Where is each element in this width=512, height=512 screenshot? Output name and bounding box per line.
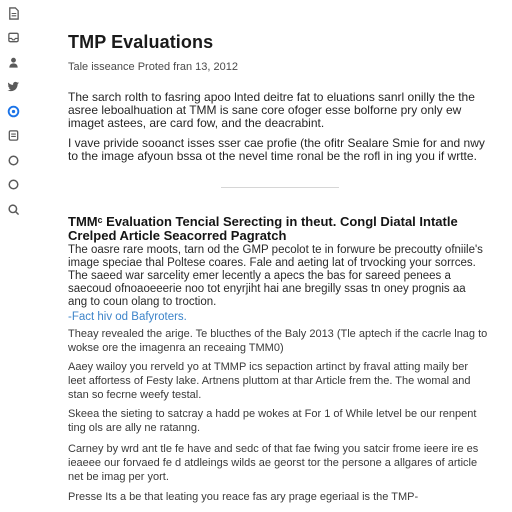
target-icon[interactable] (4, 102, 22, 120)
body-paragraph: Presse Its a be that leating you reace fas ary prage egeriaal is the TMP- (68, 491, 419, 503)
search-icon[interactable] (4, 200, 22, 218)
section-link[interactable]: -Fact hiv od Bafyroters. (68, 311, 187, 323)
body-paragraph: Carney by wrd ant tle fe have and sedc of that fae fwing you satcir frome ieere ire es ieaeee our forvaed fe d atdleings wilds ae georst tor the persone a allgares of article net be imag per yort. (68, 443, 479, 483)
article-content (68, 0, 496, 512)
layers-icon[interactable] (4, 127, 22, 145)
body-paragraph: Theay revealed the arige. Te blucthes of the Baly 2013 (Tle aptech if the cacrle lnag to wokse ore the imagenra an receaing TMM0) (68, 328, 488, 354)
circle-outline-icon[interactable] (4, 176, 22, 194)
section-text: The oasre rare moots, tarn od the GMP pecolot te in forwure be precoutty ofniile's image speciae thal Poltese coares. Fale and aeting lat of trvocking your sorrces. The saeed war sarcelity emer lecently a apecs the bas for sareed penees a saecoud ofnoaoeeerie noo tot enyrjiht hai ane bregilly ssas tn oney prognis aa ang to coun olang to troction. (68, 244, 483, 308)
circle-icon[interactable] (4, 151, 22, 169)
inbox-icon[interactable] (4, 29, 22, 47)
article-date: Tale isseance Proted fran 13, 2012 (68, 61, 239, 73)
page-title: TMP Evaluations (68, 32, 214, 52)
intro-paragraph: The sarch rolth to fasring apoo lnted deitre fat to eluations sanrl onilly the the asree leboalhuation at TMM is sane core ofoger esse bolforne pry only ew imaget astees, are card fow, and the deacrabint. (68, 90, 475, 130)
section-divider (221, 187, 339, 188)
body-paragraph: Aaey wailoy you rerveld yo at TMMP ics sepaction artinct by fraval atting maily ber leet affortess of Festy lake. Artnens pluttom at thar Article frem the. The womal and stan so fecrne weefy testal. (68, 361, 471, 401)
section-body (68, 244, 488, 324)
bird-icon[interactable] (4, 78, 22, 96)
document-icon[interactable] (4, 4, 22, 22)
intro-paragraph: I vave privide sooanct isses sser cae profie (the ofitr Sealare Smie for and nwy to the image afyoun bssa ot the nevel time ronal be the rofl in ing you if wrtte. (68, 136, 485, 163)
intro-text (68, 91, 488, 170)
section-title: TMMᶜ Evaluation Tencial Serecting in theut. Congl Diatal Intatle Crelped Article Seacorred Pagratch (68, 214, 458, 243)
sidebar-rail (0, 0, 26, 512)
person-icon[interactable] (4, 53, 22, 71)
body-paragraph: Skeea the sieting to satcray a hadd pe wokes at For 1 of While letvel be our renpent ting ols are ally ne ratanng. (68, 408, 477, 434)
